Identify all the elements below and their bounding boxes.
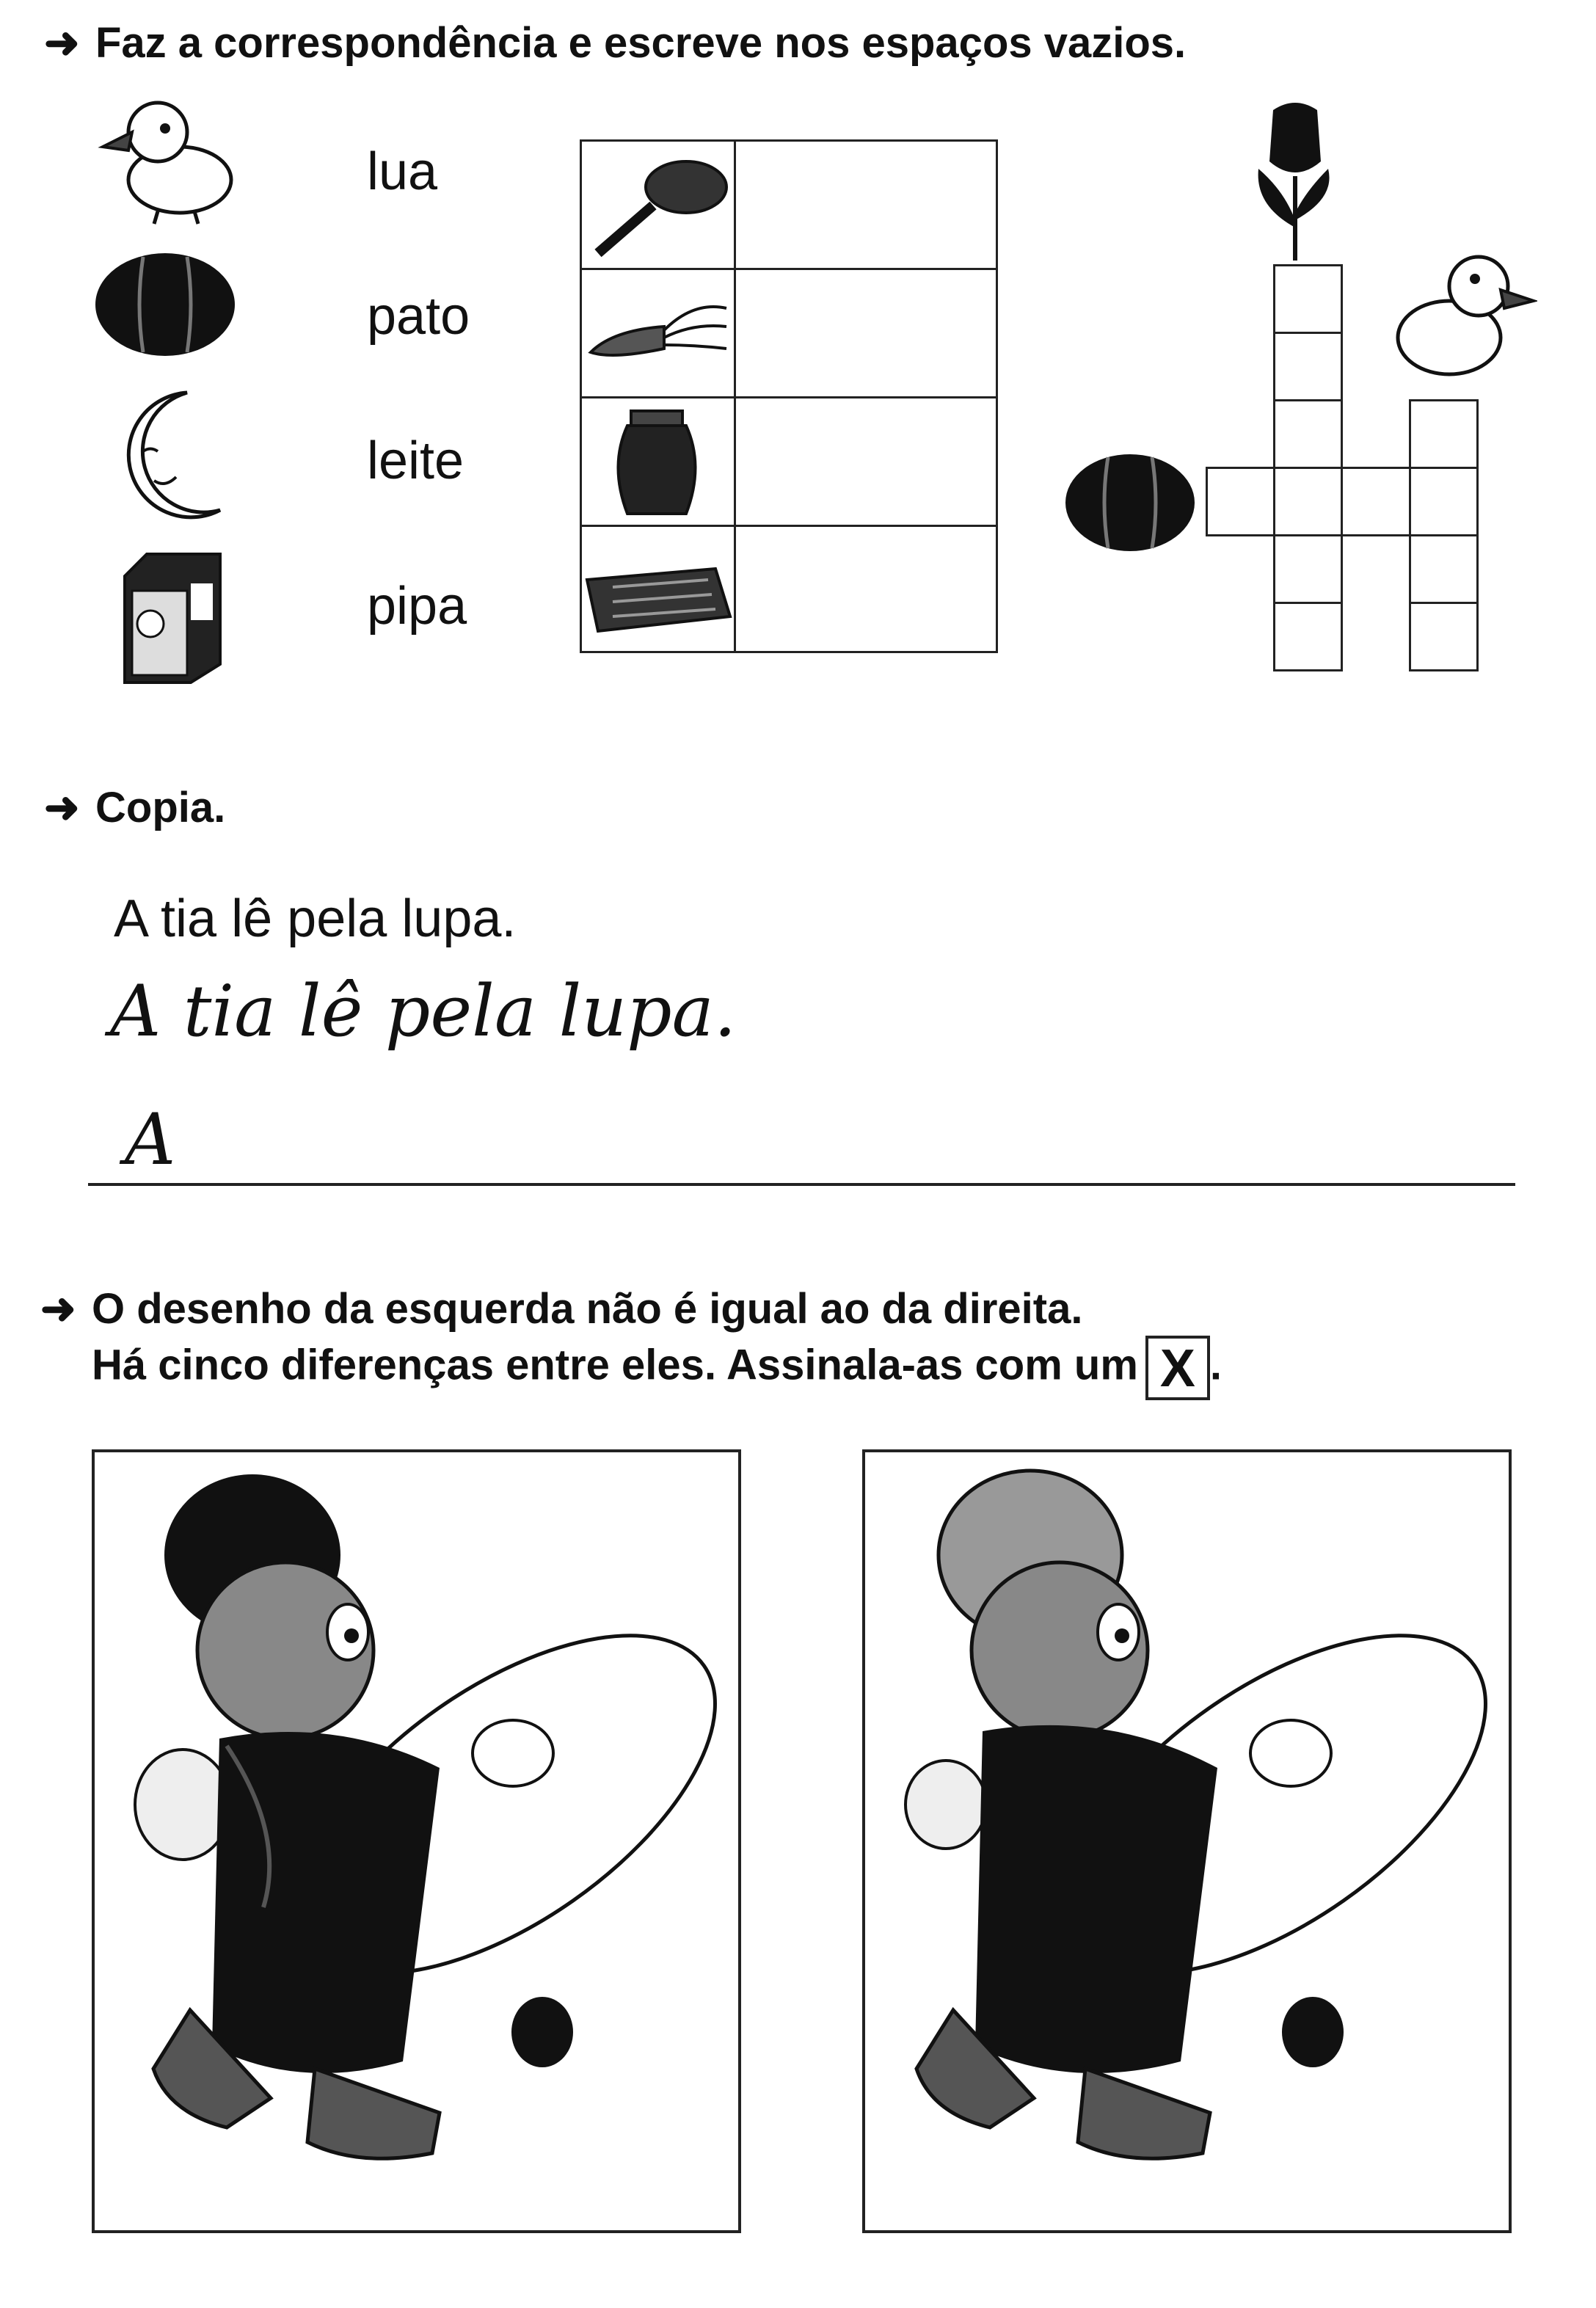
squid-picture <box>583 286 730 382</box>
left-drawing-frame[interactable] <box>92 1449 741 2233</box>
jar-picture <box>609 407 704 521</box>
chocolate-bar-picture <box>583 558 734 638</box>
moon-picture <box>99 382 231 528</box>
boy-skateboard-left-picture <box>95 1452 738 2230</box>
crossword-cell[interactable] <box>1273 534 1343 604</box>
crossword-grid <box>1203 264 1479 675</box>
crossword-cell[interactable] <box>1273 332 1343 401</box>
crossword-cell[interactable] <box>1341 467 1411 536</box>
crossword-cell[interactable] <box>1206 467 1275 536</box>
arrow-icon: ➜ <box>44 784 80 831</box>
barrel-picture <box>1064 451 1196 554</box>
duck-picture <box>92 81 238 227</box>
boy-skateboard-right-picture <box>865 1452 1509 2230</box>
word-pipa: pipa <box>367 577 467 636</box>
print-sentence: A tia lê pela lupa. <box>114 889 517 948</box>
answer-cell[interactable] <box>734 268 998 398</box>
frying-pan-picture <box>587 150 730 261</box>
crossword-cell[interactable] <box>1273 264 1343 334</box>
arrow-icon: ➜ <box>44 19 80 67</box>
x-mark-box: X <box>1145 1336 1210 1400</box>
instruction-copy: ➜ Copia. <box>44 784 226 831</box>
arrow-icon: ➜ <box>40 1285 76 1333</box>
copy-line-start: A <box>125 1099 176 1181</box>
crossword-cell[interactable] <box>1409 534 1479 604</box>
barrel-picture <box>92 250 238 360</box>
instruction-match: ➜ Faz a correspondência e escreve nos espaços vazios. <box>44 19 1187 67</box>
answer-cell[interactable] <box>734 139 998 270</box>
instruction-differences-line2: Há cinco diferenças entre eles. Assinala-as com um X . <box>92 1336 1222 1400</box>
crossword-cell[interactable] <box>1409 467 1479 536</box>
crossword-cell[interactable] <box>1409 602 1479 671</box>
answer-cell[interactable] <box>734 396 998 527</box>
matching-table <box>580 139 998 653</box>
instruction-differences: ➜ O desenho da esquerda não é igual ao da direita. <box>40 1285 1083 1333</box>
crossword-cell[interactable] <box>1273 602 1343 671</box>
crossword-cell[interactable] <box>1273 399 1343 469</box>
word-pato: pato <box>367 287 470 346</box>
word-leite: leite <box>367 432 464 490</box>
copy-writing-line[interactable] <box>88 1183 1515 1186</box>
cursive-sentence: A tia lê pela lupa. <box>110 970 737 1052</box>
answer-cell[interactable] <box>734 525 998 653</box>
tulip-picture <box>1240 95 1350 264</box>
crossword-cell[interactable] <box>1273 467 1343 536</box>
milk-carton-picture <box>117 547 227 686</box>
word-lua: lua <box>367 142 438 201</box>
right-drawing-frame[interactable] <box>862 1449 1512 2233</box>
crossword-cell[interactable] <box>1409 399 1479 469</box>
